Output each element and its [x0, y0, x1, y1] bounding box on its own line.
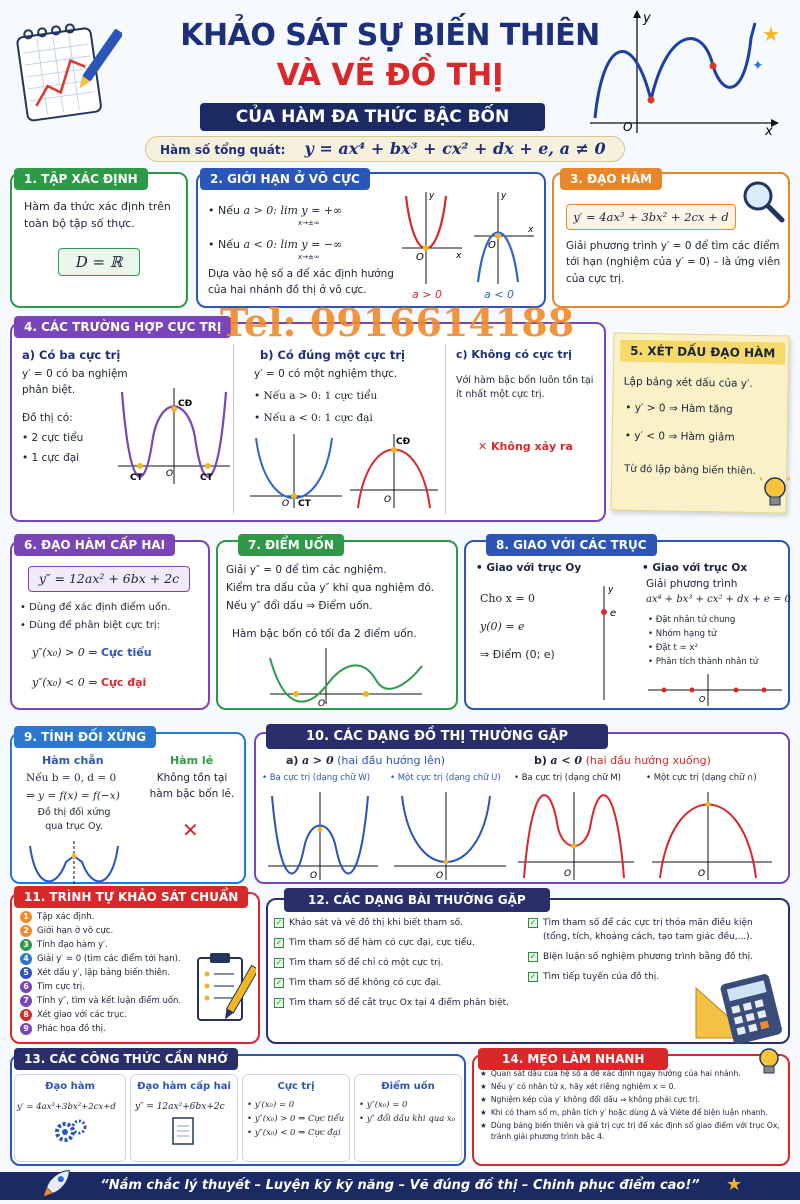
notepad-icon: [169, 1116, 199, 1146]
shape-w-origin: O: [310, 871, 318, 881]
step-text: Tính y″, tìm và kết luận điểm uốn.: [37, 996, 182, 1006]
tips-list: [480, 1068, 780, 1144]
checkbox-icon: ✓: [275, 918, 283, 927]
case-b-text: y′ = 0 có một nghiệm thực.: [254, 368, 398, 380]
oy-step-2: y(0) = e: [480, 620, 525, 633]
tip-text: Quan sát dấu của hệ số a để xác định ngay hướng của hai nhánh.: [490, 1069, 741, 1078]
formula-card-second-title: Đạo hàm cấp hai: [137, 1081, 231, 1092]
sd-rule-1-text: y″(x₀) > 0 ⇒: [32, 646, 98, 659]
sd-rule-2-value: Cực đại: [100, 676, 147, 689]
shapes-a-prefix: a): [286, 754, 299, 767]
second-derivative-formula: y″ = 12ax² + 6bx + 2c: [28, 566, 190, 592]
symmetry-even-1: Nếu b = 0, d = 0: [26, 772, 117, 784]
case-a-bullet-2-text: 1 cực đại: [31, 452, 80, 464]
formula-card-extrema-2: [247, 1114, 349, 1124]
sd-bullet-1-text: Dùng để xác định điểm uốn.: [29, 602, 171, 613]
limit-line-2-pre: Nếu: [218, 238, 240, 251]
header-graph-origin-label: O: [623, 120, 633, 134]
formula-card-derivative: [14, 1074, 126, 1162]
inflection-text-1: Giải y″ = 0 để tìm các nghiệm.: [226, 564, 387, 576]
case-a-origin: O: [166, 469, 174, 479]
symmetry-graph: [26, 840, 122, 884]
limit-line-1: [208, 202, 342, 219]
formula-card-extrema-2-text: y″(x₀) > 0 ⇒ Cực tiểu: [254, 1114, 345, 1124]
case-a-title: a) Có ba cực trị: [22, 348, 121, 362]
symmetry-even-2: ⇒ y = f(x) = f(−x): [26, 790, 120, 802]
shapes-b-heading: [534, 754, 711, 767]
tip-item: [480, 1094, 780, 1105]
formula-card-extrema-1-text: y′(x₀) = 0: [254, 1100, 295, 1110]
checkbox-icon: ✓: [275, 958, 283, 967]
shape-m-origin: O: [564, 869, 572, 879]
case-c-text: Với hàm bậc bốn luôn tồn tại ít nhất một cực trị.: [456, 375, 594, 401]
section-second-derivative-header: 6. ĐẠO HÀM CẤP HAI: [14, 534, 175, 556]
checkbox-icon: ✓: [275, 938, 283, 947]
section-tips-header: 14. MẸO LÀM NHANH: [478, 1048, 668, 1070]
limit-caption-2: a < 0: [484, 288, 514, 300]
shape-cap-origin: O: [698, 869, 706, 879]
header-graph: [585, 8, 785, 142]
limit-line-2-formula: a < 0: lim y = −∞: [243, 238, 343, 251]
section-intersections: [464, 540, 790, 710]
section-domain: [10, 172, 188, 308]
shape-w-label: [262, 772, 370, 785]
problem-text: Biện luận số nghiệm phương trình bằng đồ thị.: [543, 952, 753, 962]
shape-w-label-text: Ba cực trị (dạng chữ W): [269, 773, 371, 783]
case-b-cd: CĐ: [396, 437, 411, 447]
star-bullet-icon: ★: [480, 1082, 487, 1091]
problem-text: Tìm tham số để không có cực đại.: [289, 978, 442, 988]
formula-card-inflection: [354, 1074, 462, 1162]
procedure-step: [20, 938, 200, 952]
formula-card-extrema-title: Cực trị: [277, 1081, 315, 1092]
step-text: Xét giao với các trục.: [37, 1010, 127, 1020]
oy-graph: [594, 582, 624, 702]
formula-card-second-formula: y″ = 12ax²+6bx+2c: [135, 1102, 225, 1112]
general-formula-box: [145, 136, 625, 162]
limit-graph-1-origin: O: [416, 252, 424, 263]
watermark-text: Tel: 0916614188: [220, 300, 575, 345]
section-limits: [196, 172, 546, 308]
ox-graph-origin: O: [699, 695, 706, 704]
step-number-badge: 2: [20, 925, 32, 937]
step-text: Tính đạo hàm y′.: [37, 940, 108, 950]
shapes-b-cond: a < 0: [550, 754, 583, 767]
case-b-bullet-2-text: Nếu a < 0: 1 cực đại: [263, 412, 373, 424]
problem-item: [528, 916, 774, 944]
case-a-text-2: Đồ thị có:: [22, 412, 73, 424]
case-b-bullet-2: [254, 410, 373, 426]
section-intersections-header: 8. GIAO VỚI CÁC TRỤC: [486, 534, 657, 556]
oy-step-3: ⇒ Điểm (0; e): [480, 648, 555, 661]
footer-quote: “Nắm chắc lý thuyết – Luyện kỹ kỹ năng – Vẽ đúng đồ thị – Chinh phục điểm cao!”: [100, 1178, 700, 1193]
extrema-case-c: [452, 344, 600, 514]
problem-item: [528, 950, 774, 964]
checkbox-icon: ✓: [275, 978, 283, 987]
procedure-step: [20, 1022, 200, 1036]
oy-graph-e: e: [610, 608, 617, 619]
ox-method-1: [648, 614, 735, 627]
star-bullet-icon: ★: [480, 1095, 487, 1104]
step-text: Xét dấu y′, lập bảng biến thiên.: [37, 968, 170, 978]
calculator-icon: [692, 974, 788, 1048]
procedure-step: [20, 1008, 200, 1022]
inflection-graph: [266, 646, 426, 708]
sd-rule-2-text: y″(x₀) < 0 ⇒: [32, 676, 98, 689]
formula-card-extrema-3: [247, 1128, 349, 1138]
checkbox-icon: ✓: [529, 972, 537, 981]
shape-m-label-text: Ba cực trị (dạng chữ M): [521, 773, 621, 783]
step-text: Phác họa đồ thị.: [37, 1024, 106, 1034]
sparkle-icon: ✦: [752, 58, 764, 74]
derivative-text: Giải phương trình y′ = 0 để tìm các điểm tới hạn (nghiệm của y′ = 0) – là ứng viên của cực trị.: [566, 240, 781, 285]
gears-icon: [53, 1118, 89, 1144]
extrema-case-b: [240, 344, 446, 514]
shape-u-label: [390, 772, 501, 785]
header-graph-x-label: x: [765, 124, 773, 138]
sd-rule-2: [32, 674, 146, 691]
limit-graph-1-y: y: [429, 191, 435, 201]
shapes-b-prefix: b): [534, 754, 547, 767]
limit-graph-1-x: x: [456, 251, 462, 261]
step-number-badge: 5: [20, 967, 32, 979]
problem-text: Tìm tham số để chỉ có một cực trị.: [289, 958, 444, 968]
formula-card-inflection-2-text: y″ đổi dấu khi qua x₀: [366, 1114, 456, 1124]
tip-item: [480, 1081, 780, 1092]
shape-cap-label-text: Một cực trị (dạng chữ ∩): [653, 773, 757, 783]
formula-card-derivative-title: Đạo hàm: [45, 1081, 95, 1092]
star-bullet-icon: ★: [480, 1069, 487, 1078]
limit-text: Dựa vào hệ số a để xác định hướng của hai nhánh đồ thị ở vô cực.: [208, 268, 394, 297]
step-text: Tập xác định.: [37, 912, 95, 922]
case-a-ct-right: CT: [200, 473, 213, 483]
case-b-origin-2: O: [384, 495, 392, 505]
tip-item: [480, 1120, 780, 1142]
case-a-bullet-1-text: 2 cực tiểu: [31, 432, 84, 444]
sign-text: Lập bảng xét dấu của y′.: [623, 375, 753, 390]
tip-item: [480, 1068, 780, 1079]
formula-card-extrema-1: [247, 1100, 349, 1110]
case-c-no: ✕ Không xảy ra: [478, 440, 573, 453]
oy-title-text: Giao với trục Oy: [486, 562, 582, 574]
case-a-cd: CĐ: [178, 399, 193, 409]
inflection-text-3: Nếu y″ đổi dấu ⇒ Điểm uốn.: [226, 600, 373, 612]
star-bullet-icon: ★: [480, 1121, 487, 1130]
sign-bullet-1: [625, 400, 733, 418]
limit-graph-2-x: x: [528, 225, 534, 235]
ox-method-4-text: Phân tích thành nhân tử: [655, 657, 759, 667]
case-a-text: y′ = 0 có ba nghiệm phân biệt.: [22, 368, 128, 397]
sign-bullet-1-text: y′ > 0 ⇒ Hàm tăng: [634, 401, 733, 416]
limit-sub-2: x→±∞: [298, 253, 320, 261]
case-b-graphs: [246, 430, 442, 510]
checkbox-icon: ✓: [275, 998, 283, 1007]
checkbox-icon: ✓: [529, 918, 537, 927]
limit-line-1-formula: a > 0: lim y = +∞: [243, 204, 343, 217]
section-domain-header: 1. TẬP XÁC ĐỊNH: [14, 168, 148, 190]
formula-card-derivative-formula: y′ = 4ax³+3bx²+2cx+d: [17, 1102, 116, 1112]
section-formulas-header: 13. CÁC CÔNG THỨC CẦN NHỚ: [14, 1048, 238, 1070]
checkbox-icon: ✓: [529, 952, 537, 961]
formula-card-inflection-1-text: y″(x₀) = 0: [366, 1100, 408, 1110]
case-b-ct: CT: [298, 499, 311, 509]
sd-rule-1: [32, 644, 152, 661]
shape-graphs: [262, 788, 786, 882]
procedure-step: [20, 910, 200, 924]
problem-text: Tìm tham số để cắt trục Ox tại 4 điểm phân biệt.: [289, 998, 510, 1008]
step-number-badge: 9: [20, 1023, 32, 1035]
step-text: Giải y′ = 0 (tìm các điểm tới hạn).: [37, 954, 181, 964]
footer-star-icon: ★: [726, 1174, 743, 1195]
case-a-bullet-2: [22, 450, 79, 466]
section-graph-shapes-header: 10. CÁC DẠNG ĐỒ THỊ THƯỜNG GẶP: [266, 724, 608, 749]
step-number-badge: 7: [20, 995, 32, 1007]
limit-line-2: [208, 236, 342, 253]
shape-u-label-text: Một cực trị (dạng chữ U): [397, 773, 501, 783]
limit-graph-2-y: y: [501, 191, 507, 201]
step-number-badge: 1: [20, 911, 32, 923]
shape-m-label: [514, 772, 621, 785]
sd-rule-1-value: Cực tiểu: [100, 646, 152, 659]
symmetry-even-title: Hàm chẵn: [42, 754, 104, 767]
oy-graph-y: y: [608, 585, 614, 595]
procedure-step: [20, 980, 200, 994]
step-text: Giới hạn ở vô cực.: [37, 926, 114, 936]
inflection-text-4: Hàm bậc bốn có tối đa 2 điểm uốn.: [232, 628, 417, 640]
procedure-list: [20, 910, 200, 1036]
ox-method-3: [648, 642, 698, 655]
symmetry-odd-title: Hàm lẻ: [170, 754, 214, 767]
limit-sub-1: x→±∞: [298, 219, 320, 227]
shapes-b-note: (hai đầu hướng xuống): [585, 754, 711, 767]
problem-text: Tìm tham số để các cực trị thỏa mãn điều kiện (tổng, tích, khoảng cách, tạo tam giác đều,...).: [543, 918, 753, 942]
case-a-ct-left: CT: [130, 473, 143, 483]
ox-method-4: [648, 656, 758, 669]
section-domain-body: Hàm đa thức xác định trên toàn bộ tập số thực.: [24, 200, 171, 231]
general-label: Hàm số tổng quát:: [160, 143, 286, 157]
section-second-derivative: [10, 540, 210, 710]
star-bullet-icon: ★: [480, 1108, 487, 1117]
tip-text: Nghiệm kép của y′ không đổi dấu ⇒ không phải cực trị.: [490, 1095, 700, 1104]
formula-card-inflection-1: [359, 1100, 461, 1110]
limit-caption-1: a > 0: [412, 288, 442, 300]
extrema-case-a: [16, 344, 234, 514]
oy-title: [476, 562, 581, 574]
step-number-badge: 8: [20, 1009, 32, 1021]
lightbulb-icon-2: [754, 1046, 784, 1084]
sign-bullet-2: [625, 428, 735, 446]
problem-item: [274, 916, 514, 930]
section-graph-shapes: [254, 732, 790, 884]
case-b-bullet-1-text: Nếu a > 0: 1 cực tiểu: [263, 390, 378, 402]
ox-method-3-text: Đặt t = x²: [655, 643, 698, 653]
title-banner: CỦA HÀM ĐA THỨC BẬC BỐN: [200, 103, 545, 131]
section-derivative-header: 3. ĐẠO HÀM: [560, 168, 662, 190]
magnifier-icon: [740, 178, 786, 228]
case-a-bullet-1: [22, 430, 83, 446]
problem-item: [274, 996, 514, 1010]
notebook-icon: [12, 18, 122, 127]
derivative-formula: y′ = 4ax³ + 3bx² + 2cx + d: [566, 204, 736, 230]
tip-text: Khi có tham số m, phân tích y′ hoặc dùng Δ và Viète để biện luận nhanh.: [490, 1108, 768, 1117]
inflection-text-2: Kiểm tra dấu của y″ khi qua nghiệm đó.: [226, 582, 435, 594]
step-text: Tìm cực trị.: [37, 982, 85, 992]
formula-card-inflection-2: [359, 1114, 461, 1124]
case-a-graph: [116, 384, 234, 488]
shapes-a-cond: a > 0: [301, 754, 334, 767]
limit-graphs: [398, 186, 542, 300]
tip-item: [480, 1107, 780, 1118]
inflection-origin: O: [318, 699, 326, 708]
tip-text: Nếu y′ có nhân tử x, hãy xét riêng nghiệm x = 0.: [490, 1082, 676, 1091]
title-line-1: KHẢO SÁT SỰ BIẾN THIÊN: [180, 18, 600, 53]
ox-step-1: Giải phương trình: [646, 578, 738, 590]
procedure-step: [20, 924, 200, 938]
clipboard-icon: [194, 950, 256, 1034]
case-b-bullet-1: [254, 388, 377, 404]
ox-method-1-text: Đặt nhân tử chung: [655, 615, 736, 625]
sd-bullet-2-text: Dùng để phân biệt cực trị:: [29, 620, 161, 631]
ox-graph: [646, 672, 786, 708]
problem-text: Khảo sát và vẽ đồ thị khi biết tham số.: [289, 918, 464, 928]
shape-u-origin: O: [436, 871, 444, 881]
section-symmetry: [10, 732, 246, 884]
section-sign-header: 5. XÉT DẤU ĐẠO HÀM: [620, 340, 785, 365]
section-problems-header: 12. CÁC DẠNG BÀI THƯỜNG GẶP: [284, 888, 550, 912]
procedure-step: [20, 952, 200, 966]
problems-left-list: [274, 916, 514, 1016]
problem-item: [274, 976, 514, 990]
section-inflection-header: 7. ĐIỂM UỐN: [238, 534, 344, 556]
step-number-badge: 6: [20, 981, 32, 993]
ox-method-2: [648, 628, 716, 641]
symmetry-even-3: Đồ thị đối xứng qua trục Oy.: [37, 807, 111, 833]
ox-title: [642, 562, 747, 574]
procedure-step: [20, 966, 200, 980]
lightbulb-icon: [760, 474, 790, 518]
formula-card-inflection-title: Điểm uốn: [381, 1081, 435, 1092]
general-formula: y = ax⁴ + bx³ + cx² + dx + e, a ≠ 0: [304, 139, 606, 158]
limit-line-1-pre: Nếu: [218, 204, 240, 217]
section-inflection: [216, 540, 458, 710]
formula-card-extrema-3-text: y″(x₀) < 0 ⇒ Cực đại: [254, 1128, 341, 1138]
star-icon: ★: [762, 22, 780, 46]
step-number-badge: 4: [20, 953, 32, 965]
formula-card-second: [130, 1074, 238, 1162]
case-c-title: c) Không có cực trị: [456, 348, 572, 361]
header-graph-y-label: y: [643, 11, 651, 26]
section-limits-header: 2. GIỚI HẠN Ở VÔ CỰC: [200, 168, 370, 190]
oy-step-1: Cho x = 0: [480, 592, 536, 605]
sign-text-2: Từ đó lập bảng biến thiên.: [624, 463, 756, 477]
ox-method-2-text: Nhóm hạng tử: [655, 629, 717, 639]
domain-formula: D = ℝ: [58, 248, 140, 276]
case-b-origin-1: O: [282, 499, 290, 509]
case-b-title: b) Có đúng một cực trị: [260, 348, 405, 362]
ox-step-2: ax⁴ + bx³ + cx² + dx + e = 0: [646, 594, 791, 605]
sd-bullet-1: [20, 600, 171, 616]
symmetry-no-icon: ✕: [182, 818, 199, 842]
tip-text: Dùng bảng biến thiên và giá trị cực trị để xác định số giao điểm với trục Ox, tránh giải phương trình bậc 4.: [490, 1121, 780, 1141]
sd-bullet-2: [20, 618, 160, 634]
title-line-2: VÀ VẼ ĐỒ THỊ: [276, 58, 504, 93]
step-number-badge: 3: [20, 939, 32, 951]
shape-cap-label: [646, 772, 757, 785]
problem-item: [274, 936, 514, 950]
section-extrema-header: 4. CÁC TRƯỜNG HỢP CỰC TRỊ: [14, 316, 231, 338]
section-symmetry-header: 9. TÍNH ĐỐI XỨNG: [14, 726, 156, 748]
limit-graph-2-origin: O: [488, 240, 496, 251]
section-procedure-header: 11. TRÌNH TỰ KHẢO SÁT CHUẨN: [14, 886, 248, 908]
shapes-a-heading: [286, 754, 445, 767]
ox-title-text: Giao với trục Ox: [652, 562, 748, 574]
problem-text: Tìm tham số để hàm có cực đại, cực tiểu.: [289, 938, 475, 948]
procedure-step: [20, 994, 200, 1008]
problem-item: [274, 956, 514, 970]
formula-card-extrema: [242, 1074, 350, 1162]
shapes-a-note: (hai đầu hướng lên): [337, 754, 446, 767]
symmetry-odd-1: Không tồn tại hàm bậc bốn lẻ.: [149, 772, 235, 801]
problem-text: Tìm tiếp tuyến của đồ thị.: [543, 972, 660, 982]
sign-bullet-2-text: y′ < 0 ⇒ Hàm giảm: [634, 429, 735, 444]
